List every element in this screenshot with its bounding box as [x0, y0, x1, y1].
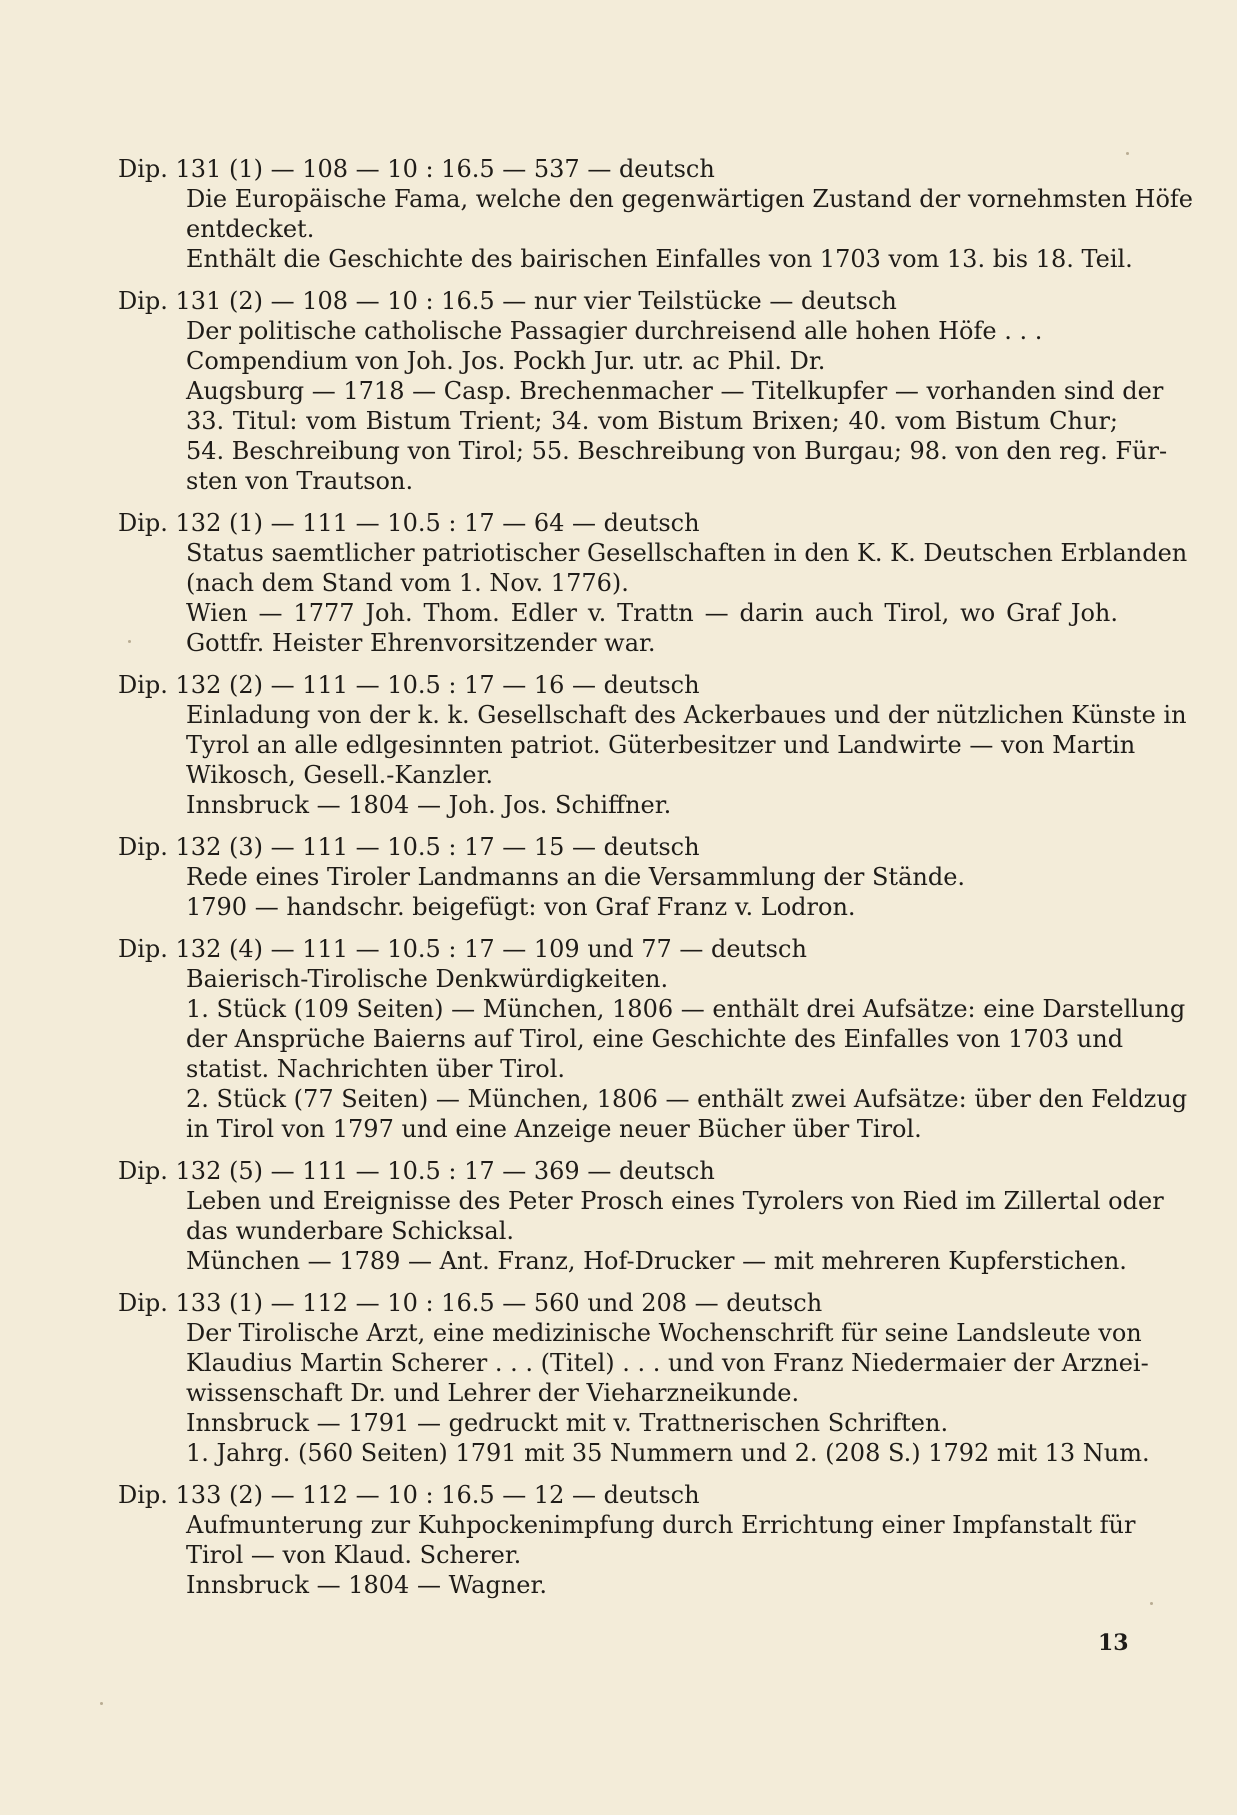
entry-line: in Tirol von 1797 und eine Anzeige neuer Bücher über Tirol. [186, 1115, 922, 1143]
entry-line: Gottfr. Heister Ehrenvorsitzender war. [186, 629, 656, 657]
entry-line: Rede eines Tiroler Landmanns an die Versammlung der Stände. [186, 863, 966, 891]
entry-heading: Dip. 132 (5) — 111 — 10.5 : 17 — 369 — deutsch [118, 1157, 715, 1185]
entry-description [118, 1318, 1150, 1468]
catalog-entry [118, 1288, 1150, 1468]
entry-description [118, 700, 1187, 820]
entry-description [118, 1510, 1136, 1600]
entry-line: Innsbruck — 1804 — Wagner. [186, 1571, 547, 1599]
entry-description [118, 1186, 1164, 1276]
entry-line: 1. Stück (109 Seiten) — München, 1806 — enthält drei Aufsätze: eine Darstellung [186, 995, 1186, 1023]
entry-line: Der Tirolische Arzt, eine medizinische Wochenschrift für seine Landsleute von [186, 1319, 1142, 1347]
entry-line: Wien — 1777 Joh. Thom. Edler v. Trattn — darin auch Tirol, wo Graf Joh. [186, 599, 1118, 627]
entry-line: Baierisch-Tirolische Denkwürdigkeiten. [186, 965, 669, 993]
entry-line: Enthält die Geschichte des bairischen Einfalles von 1703 vom 13. bis 18. Teil. [186, 245, 1133, 273]
catalog-entry [118, 508, 1188, 658]
entry-line: Wikosch, Gesell.-Kanzler. [186, 761, 494, 789]
entry-line: 2. Stück (77 Seiten) — München, 1806 — enthält zwei Aufsätze: über den Feldzug [186, 1085, 1188, 1113]
entry-description [118, 316, 1168, 496]
entry-description [118, 184, 1193, 274]
entry-line: der Ansprüche Baierns auf Tirol, eine Geschichte des Einfalles von 1703 und [186, 1025, 1124, 1053]
catalog-entry [118, 1156, 1164, 1276]
entry-line: Augsburg — 1718 — Casp. Brechenmacher — Titelkupfer — vorhanden sind der [186, 377, 1164, 405]
paper-speck [1150, 1602, 1153, 1605]
entry-line: Tyrol an alle edlgesinnten patriot. Güterbesitzer und Landwirte — von Martin [186, 731, 1136, 759]
entry-line: Status saemtlicher patriotischer Gesellschaften in den K. K. Deutschen Erblanden [186, 539, 1188, 567]
entry-line: statist. Nachrichten über Tirol. [186, 1055, 566, 1083]
entry-line: sten von Trautson. [186, 467, 414, 495]
catalog-entry [118, 832, 1118, 922]
entry-description [118, 862, 1118, 922]
entry-line: Die Europäische Fama, welche den gegenwärtigen Zustand der vornehmsten Höfe [186, 185, 1193, 213]
entry-line: (nach dem Stand vom 1. Nov. 1776). [186, 569, 629, 597]
entry-line: Compendium von Joh. Jos. Pockh Jur. utr. ac Phil. Dr. [186, 347, 826, 375]
entry-heading: Dip. 133 (1) — 112 — 10 : 16.5 — 560 und 208 — deutsch [118, 1289, 823, 1317]
entry-line: Innsbruck — 1791 — gedruckt mit v. Trattnerischen Schriften. [186, 1409, 949, 1437]
entry-line: Der politische catholische Passagier durchreisend alle hohen Höfe . . . [186, 317, 1043, 345]
entry-line: das wunderbare Schicksal. [186, 1217, 515, 1245]
entry-line: Einladung von der k. k. Gesellschaft des Ackerbaues und der nützlichen Künste in [186, 701, 1187, 729]
paper-speck [128, 640, 131, 643]
catalog-entry [118, 286, 1168, 496]
entry-heading: Dip. 131 (1) — 108 — 10 : 16.5 — 537 — deutsch [118, 155, 715, 183]
entry-line: Aufmunterung zur Kuhpockenimpfung durch Errichtung einer Impfanstalt für [186, 1511, 1136, 1539]
page-number: 13 [1098, 1630, 1129, 1656]
entry-line: Innsbruck — 1804 — Joh. Jos. Schiffner. [186, 791, 672, 819]
paper-speck [1126, 152, 1129, 155]
entry-description [118, 538, 1188, 658]
entry-line: wissenschaft Dr. und Lehrer der Vieharzneikunde. [186, 1379, 800, 1407]
entry-heading: Dip. 131 (2) — 108 — 10 : 16.5 — nur vier Teilstücke — deutsch [118, 287, 897, 315]
entry-line: Klaudius Martin Scherer . . . (Titel) . . . und von Franz Niedermaier der Arznei- [186, 1349, 1149, 1377]
entry-line: 33. Titul: vom Bistum Trient; 34. vom Bistum Brixen; 40. vom Bistum Chur; [186, 407, 1118, 435]
entry-line: 1790 — handschr. beigefügt: von Graf Franz v. Lodron. [186, 893, 856, 921]
catalog-entry [118, 154, 1193, 274]
entry-heading: Dip. 132 (4) — 111 — 10.5 : 17 — 109 und 77 — deutsch [118, 935, 807, 963]
entry-line: entdecket. [186, 215, 315, 243]
paper-speck [100, 1702, 103, 1705]
entry-heading: Dip. 132 (2) — 111 — 10.5 : 17 — 16 — deutsch [118, 671, 700, 699]
entry-heading: Dip. 132 (1) — 111 — 10.5 : 17 — 64 — deutsch [118, 509, 700, 537]
entry-heading: Dip. 132 (3) — 111 — 10.5 : 17 — 15 — deutsch [118, 833, 700, 861]
catalog-entry [118, 934, 1188, 1144]
entry-line: 1. Jahrg. (560 Seiten) 1791 mit 35 Nummern und 2. (208 S.) 1792 mit 13 Num. [186, 1439, 1150, 1467]
entry-line: Tirol — von Klaud. Scherer. [186, 1541, 522, 1569]
catalog-entry [118, 670, 1187, 820]
entry-heading: Dip. 133 (2) — 112 — 10 : 16.5 — 12 — deutsch [118, 1481, 700, 1509]
entry-line: München — 1789 — Ant. Franz, Hof-Drucker — mit mehreren Kupferstichen. [186, 1247, 1127, 1275]
catalog-entries [118, 154, 1193, 1612]
entry-line: 54. Beschreibung von Tirol; 55. Beschreibung von Burgau; 98. von den reg. Für- [186, 437, 1168, 465]
catalog-entry [118, 1480, 1136, 1600]
entry-description [118, 964, 1188, 1144]
entry-line: Leben und Ereignisse des Peter Prosch eines Tyrolers von Ried im Zillertal oder [186, 1187, 1164, 1215]
